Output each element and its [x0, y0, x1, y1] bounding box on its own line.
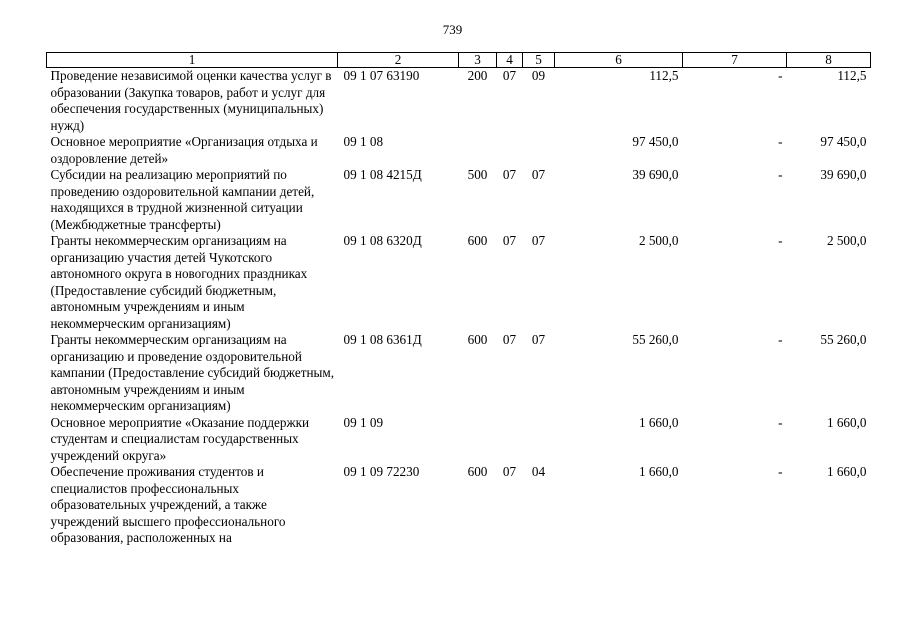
row-col7: -: [778, 233, 783, 248]
row-col4: 07: [502, 332, 517, 347]
row-col6: 55 260,0: [632, 332, 679, 347]
row-code: 09 1 08 6361Д: [343, 332, 422, 347]
table-row: [47, 233, 871, 332]
row-name: Гранты некоммерческим организациям на организацию и проведение оздоровительной кампании (Предоставление субсидий бюджетным, автономным учреждениям и иным некоммерческим организациям): [50, 332, 335, 413]
row-col3: 600: [467, 464, 488, 479]
row-col7: -: [778, 414, 783, 430]
row-name: Проведение независимой оценки качества услуг в образовании (Закупка товаров, работ и услуг для обеспечения государственных (муниципальных) нужд): [50, 68, 332, 133]
column-header: 3: [459, 53, 497, 68]
row-col4: [497, 134, 523, 167]
row-code: 09 1 09: [343, 414, 384, 430]
row-col3: [459, 415, 497, 465]
row-name: Субсидии на реализацию мероприятий по проведению оздоровительной кампании детей, находящихся в трудной жизненной ситуации (Межбюджетные трансферты): [50, 167, 315, 232]
row-col6: 1 660,0: [638, 464, 679, 479]
row-col8: 39 690,0: [820, 167, 867, 182]
table-row: [47, 464, 871, 547]
table-row: [47, 415, 871, 465]
row-col3: 600: [467, 233, 488, 248]
column-header: 4: [497, 53, 523, 68]
row-col5: 04: [531, 464, 546, 479]
row-col6: 2 500,0: [638, 233, 679, 248]
row-col6: 112,5: [649, 68, 679, 83]
row-col5: [523, 134, 555, 167]
row-col7: -: [778, 134, 783, 149]
row-col4: 07: [502, 464, 517, 479]
row-col8: 112,5: [837, 68, 867, 83]
row-col7: -: [778, 68, 783, 83]
row-col5: [523, 415, 555, 465]
page-number: 739: [442, 22, 463, 37]
row-col4: 07: [502, 167, 517, 182]
row-col8: 55 260,0: [820, 332, 867, 347]
table-row: [47, 167, 871, 233]
row-col7: -: [778, 464, 783, 479]
row-code: 09 1 08: [343, 134, 384, 149]
table-row: [47, 134, 871, 167]
row-col5: 07: [531, 233, 546, 248]
column-header: 8: [787, 53, 871, 68]
row-col5: 07: [531, 332, 546, 347]
row-name: Гранты некоммерческим организациям на организацию участия детей Чукотского автономного округа в новогодних праздниках (Предоставление субсидий бюджетным, автономным учреждениям и иным некоммерческим организациям): [50, 233, 308, 331]
row-col8: 97 450,0: [820, 134, 867, 149]
column-header: 2: [338, 53, 459, 68]
row-code: 09 1 08 6320Д: [343, 233, 422, 248]
row-col3: 500: [467, 167, 488, 182]
row-col7: -: [778, 167, 783, 182]
row-name: Основное мероприятие «Организация отдыха и оздоровление детей»: [50, 134, 318, 166]
table-row: [47, 68, 871, 135]
row-col8: 1 660,0: [826, 464, 867, 479]
column-header: 5: [523, 53, 555, 68]
row-col5: 09: [531, 68, 546, 83]
row-col7: -: [778, 332, 783, 347]
row-col6: 1 660,0: [638, 414, 679, 430]
table-row: [47, 332, 871, 415]
row-col3: [459, 134, 497, 167]
row-col3: 200: [467, 68, 488, 83]
budget-table: [46, 52, 871, 547]
row-code: 09 1 08 4215Д: [343, 167, 422, 182]
row-name: Основное мероприятие «Оказание поддержки студентам и специалистам государственных учреждений округа»: [50, 414, 310, 463]
row-col6: 39 690,0: [632, 167, 679, 182]
row-col6: 97 450,0: [632, 134, 679, 149]
column-header: 1: [47, 53, 338, 68]
column-header: 6: [555, 53, 683, 68]
table-header-row: [47, 53, 871, 68]
row-col8: 2 500,0: [826, 233, 867, 248]
row-col4: 07: [502, 233, 517, 248]
row-col8: 1 660,0: [826, 414, 867, 430]
row-code: 09 1 07 63190: [343, 68, 420, 83]
row-name: Обеспечение проживания студентов и специалистов профессиональных образовательных учреждений, а также учреждений высшего профессионального образования, расположенных на: [50, 464, 286, 545]
row-col4: 07: [502, 68, 517, 83]
row-code: 09 1 09 72230: [343, 464, 420, 479]
row-col4: [497, 415, 523, 465]
column-header: 7: [683, 53, 787, 68]
row-col3: 600: [467, 332, 488, 347]
row-col5: 07: [531, 167, 546, 182]
